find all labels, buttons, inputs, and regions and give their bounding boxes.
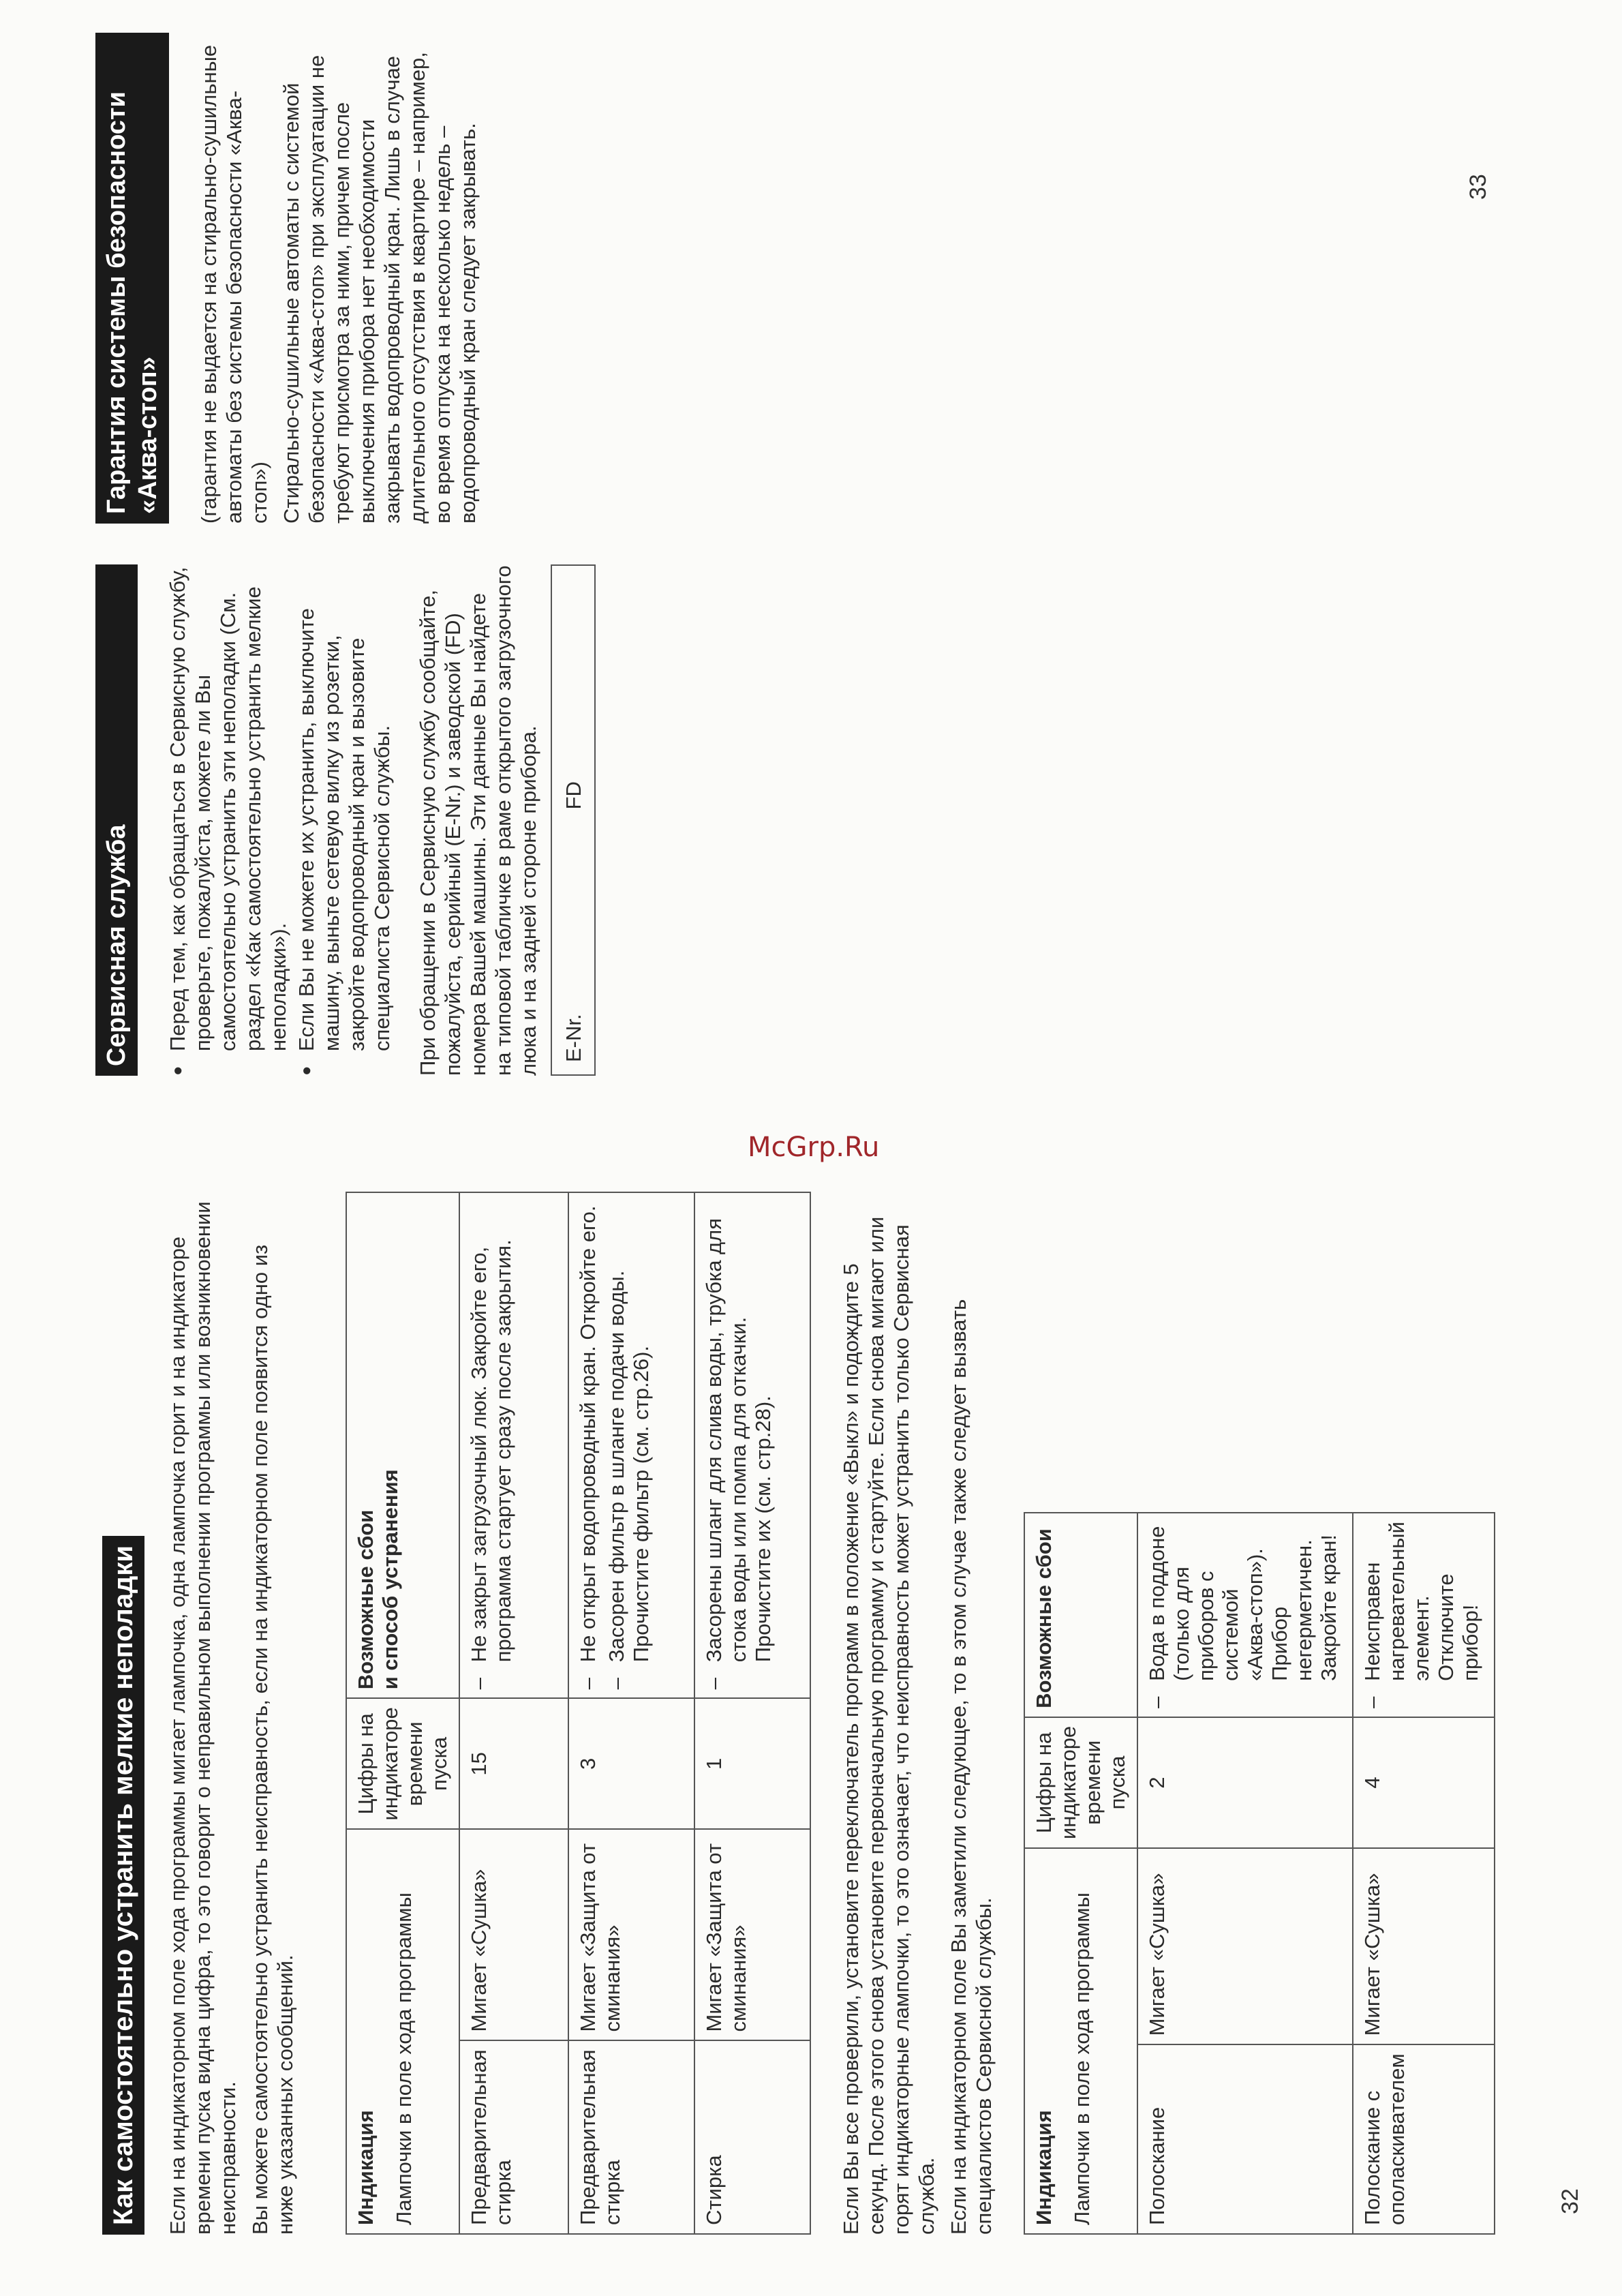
intro-paragraph-1: Если на индикаторном поле хода программы мигает лампочка, одна лампочка горит и на индикаторе времени пуска видна цифра, то это говорит о неправильном выполнении программы или возникновении неисправности. [166,1201,240,2235]
table-row [694,1192,810,2234]
header-indication-title: Индикация [354,2110,378,2225]
fault-item: – Засорен фильтр в шланге подачи воды. Прочистите фильтр (см. стр.26). [605,1201,654,1689]
row-faults [459,1192,568,1698]
fault-item: – Вода в поддоне (только для приборов с системой «Аква-стоп»). Прибор негерметичен. Закройте кран! [1145,1522,1341,1708]
header-faults-sub: и способ устранения [378,1469,402,1690]
header-faults [346,1192,459,1698]
header-lamps: Лампочки в поле хода программы [1070,1892,1094,2225]
row-lamp: Мигает «Защита от сминания» [694,1829,810,2040]
row-lamp: Мигает «Сушка» [1353,1848,1495,2044]
row-lamp: Мигает «Сушка» [1137,1848,1353,2044]
row-digit: 4 [1353,1717,1495,1848]
header-digits: Цифры на индикаторе времени пуска [346,1698,459,1829]
row-faults [1137,1513,1353,1717]
row-stage: Предварительная стирка [568,2040,694,2234]
service-bullet: ● Если Вы не можете их устранить, выключите машину, выньте сетевую вилку из розетки, закройте водопроводный кран и вызовите специалиста Сервисной службы. [294,564,395,1076]
row-stage: Полоскание [1137,2044,1353,2234]
header-indication-title: Индикация [1032,2110,1056,2225]
row-stage: Полоскание с ополаскивателем [1353,2044,1495,2234]
fd-label: FD [561,781,585,810]
header-indication [346,1829,459,2234]
row-lamp: Мигает «Сушка» [459,1829,568,2040]
intro-paragraph-2: Вы можете самостоятельно устранить неисправность, если на индикаторном поле появится одно из ниже указанных сообщений. [248,1244,297,2235]
table-row [568,1192,694,2234]
aquastop-paragraph-2: Стирально-сушильные автоматы с системой безопасности «Аква-стоп» при эксплуатации не требуют присмотра за ними, причем после выключения прибора нет необходимости закрывать водопроводный кран. Лишь в случае длительного отсутствия в квартире – например, во время отпуска на несколько недель – водопроводный кран следует закрывать. [279,52,480,524]
service-contact-paragraph: При обращении в Сервисную службу сообщайте, пожалуйста, серийный (E-Nr.) и заводской (FD) номера Вашей машины. Эти данные Вы найдете на типовой табличке в раме открытого загрузочного люка и на задней стороне прибора. [416,565,540,1076]
table-header-row [346,1192,459,2234]
row-stage: Предварительная стирка [459,2040,568,2234]
header-indication [1024,1848,1137,2234]
page-number-left: 32 [1557,2188,1583,2214]
aquastop-paragraph-1: (гарантия не выдается на стирально-сушильные автоматы без системы безопасности «Аква-стоп») [197,44,271,524]
fault-item: – Не закрыт загрузочный люк. Закройте его, программа стартует сразу после закрытия. [467,1201,516,1689]
watermark-text: McGrp.Ru [748,1132,880,1163]
row-stage: Стирка [694,2040,810,2234]
fault-item: – Неисправен нагревательный элемент. Отключите прибор! [1360,1522,1483,1708]
serial-number-box [551,564,596,1076]
row-faults [694,1192,810,1698]
row-digit: 3 [568,1698,694,1829]
header-digits: Цифры на индикаторе времени пуска [1024,1717,1137,1848]
row-digit: 2 [1137,1717,1353,1848]
section-title-service: Сервисная служба [95,564,138,1076]
header-faults-title: Возможные сбои [354,1509,378,1690]
row-faults [568,1192,694,1698]
header-lamps: Лампочки в поле хода программы [392,1892,416,2225]
fault-item: – Засорены шланг для слива воды, трубка для стока воды или помпа для откачки. Прочистите их (см. стр.28). [702,1201,776,1689]
row-faults [1353,1513,1495,1717]
table-row [1353,1513,1495,2234]
table-header-row [1024,1513,1137,2234]
service-bullets [165,564,395,1076]
enr-label: E-Nr. [561,1014,585,1062]
header-faults-title: Возможные сбои [1032,1528,1056,1708]
row-digit: 15 [459,1698,568,1829]
row-digit: 1 [694,1698,810,1829]
row-lamp: Мигает «Защита от сминания» [568,1829,694,2040]
table-row [459,1192,568,2234]
section-title-aquastop: Гарантия системы безопасности «Аква-стоп» [95,33,169,524]
header-faults [1024,1513,1137,1717]
fault-table-self-fix [346,1192,811,2235]
middle-paragraph-2: Если на индикаторном поле Вы заметили следующее, то в этом случае также следует вызвать специалистов Сервисной службы. [947,1299,996,2235]
service-section [95,564,596,1076]
page-number-right: 33 [1465,174,1491,200]
fault-table-service [1024,1512,1495,2235]
section-title-troubleshooting: Как самостоятельно устранить мелкие неполадки [102,1536,144,2235]
middle-paragraph-1: Если Вы все проверили, установите переключатель программ в положение «Выкл» и подождите 5 секунд. После этого снова установите первоначальную программу и стартуйте. Если снова мигают или горят индикаторные лампочки, то это означает, что неисправность может устранить только Сервисная служба. [839,1216,938,2235]
service-bullet: ● Перед тем, как обращаться в Сервисную службу, проверьте, пожалуйста, можете ли Вы самостоятельно устранить эти неполадки (См. раздел «Как самостоятельно устранить мелкие неполадки»). [165,564,291,1076]
table-row [1137,1513,1353,2234]
aquastop-section [95,33,487,524]
left-page [102,1192,1495,2235]
fault-item: – Не открыт водопроводный кран. Откройте его. [576,1201,600,1689]
